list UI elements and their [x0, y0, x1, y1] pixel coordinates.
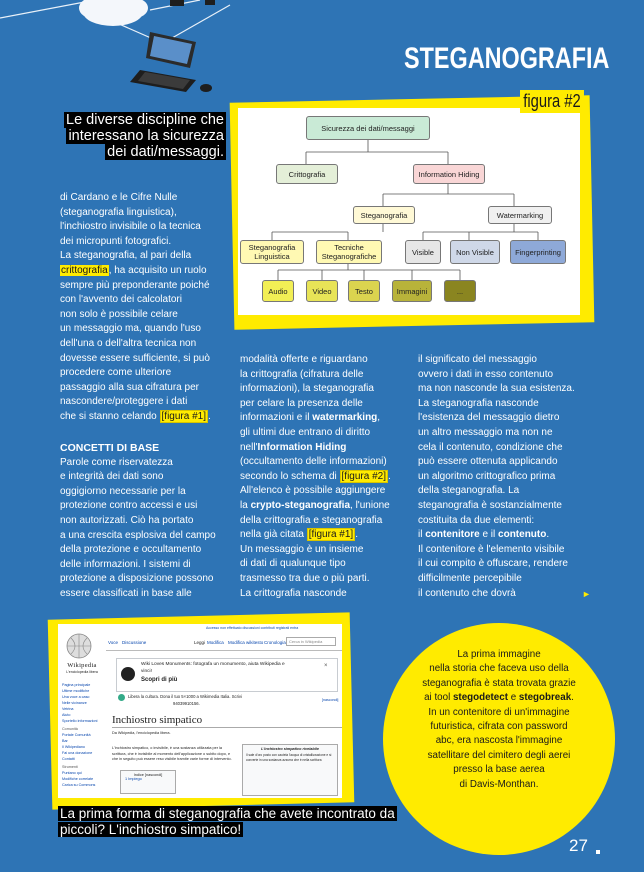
figure1-wikipedia-screenshot: Wikipedia L'enciclopedia libera Pagina principale Ultime modifiche Una voce a caso Nelle vicinanze Vetrina Aiuto Sportello informazioni Comunità Portale Comunità Bar Il Wikipediano Fai una donazione Contatti Strumenti Puntano qui Modifiche correlate Carica su Commons Accesso non effettuato discussioni contributi registrati entra Voce Discussione Leggi Modifica Modifica wikitesto Cronologia Cerca in Wikipedia Wiki Loves Monuments: fotografa un monumento, aiuta Wikipedia e vinci! Scopri di più × Libera la cultura. Dona il tuo 5×1000 a Wikimedia Italia. Scrivi 94039910156. [nascondi] Inchiostro simpatico Da Wikipedia, l'enciclopedia libera. L'inchiostro simpatico, o invisibile, è una sostanza utilizzata per la scrittura, che è invisibile al momento dell'applicazione o subito dopo, e che in seguito può essere reso visibile tramite varie forme di intervento. Indice [nascondi] 1 Impiego L'inchiostro simpatico rivelabile Il sale d'oro posto con cautela l'acqua di cristallizzazione e si converte in una sostanza azzurra che è nella scrittura	[58, 624, 342, 798]
node-video: Video	[306, 280, 338, 302]
sidebar-item[interactable]: Ultime modifiche	[62, 689, 90, 693]
node-crittografia: Crittografia	[276, 164, 338, 184]
article-title: Inchiostro simpatico	[112, 714, 203, 726]
highlight-crittografia: crittografia	[61, 264, 108, 276]
body-column-2: modalità offerte e riguardano la crittografia (cifratura delle informazioni), la steganografia per celare la presenza delle informazioni e il watermarking, gli ultimi due entrano di diritto nell'Information Hiding (occultamento delle informazioni) secondo lo schema di [figura #2] . All'elenco è possibile aggiungere la crypto-steganografia, l'unione della crittografia e steganografia nella già citata [figura #1] . Un messaggio è un insieme di dati di qualunque tipo trasmesso tra due o più parti. La crittografia nasconde	[240, 354, 391, 599]
wikipedia-logo-text: Wikipedia	[67, 662, 97, 669]
wlm-banner: Wiki Loves Monuments: fotografa un monumento, aiuta Wikipedia e vinci! Scopri di più ×	[116, 658, 338, 692]
figure-ref: [figura #1]	[308, 529, 354, 541]
monument-icon	[121, 667, 135, 681]
sidebar-item[interactable]: Modifiche correlate	[62, 777, 94, 781]
tab-cronologia[interactable]: Cronologia	[264, 640, 286, 645]
toc-item[interactable]: 1 Impiego	[125, 777, 142, 781]
node-visible: Visible	[405, 240, 441, 264]
node-audio: Audio	[262, 280, 294, 302]
infobox: L'inchiostro simpatico rivelabile Il sale d'oro posto con cautela l'acqua di cristallizzazione e si converte in una sostanza azzurra che è nella scrittura	[242, 744, 338, 796]
node-non-visible: Non Visible	[450, 240, 500, 264]
node-sicurezza: Sicurezza dei dati/messaggi	[306, 116, 430, 140]
sidebar-item[interactable]: Aiuto	[62, 713, 71, 717]
sidebar-item[interactable]: Fai una donazione	[62, 751, 93, 755]
sidebar-item[interactable]: Portale Comunità	[62, 733, 91, 737]
info-circle-text: La prima immagine nella storia che faceva uso della steganografia è stata trovata grazie ai tool stegodetect e stegobreak. In un contenitore di un'immagine futuristica, cifrata con password abc, era nascosta l'immagine satellitare del cimitero degli aerei presso la base aerea di Davis-Monthan.	[422, 649, 576, 790]
close-icon[interactable]: ×	[324, 663, 328, 669]
sidebar-item[interactable]: Contatti	[62, 757, 75, 761]
figure1-caption: La prima forma di steganografia che avete incontrato da piccoli? L'inchiostro simpatico!	[60, 806, 395, 837]
node-testo: Testo	[348, 280, 380, 302]
node-immagini: Immagini	[392, 280, 432, 302]
figure2-diagram	[238, 108, 580, 315]
sidebar-item[interactable]: Sportello informazioni	[62, 719, 98, 723]
figure2-caption: Le diverse discipline che interessano la sicurezza dei dati/messaggi.	[66, 112, 224, 160]
sidebar-item[interactable]: Nelle vicinanze	[62, 701, 87, 705]
section-concetti: CONCETTI DI BASE Parole come riservatezza e integrità dei dati sono oggigiorno necessarie per la protezione contro accessi e usi non autorizzati. Ciò ha portato a una crescita esplosiva del campo della protezione e occultamento delle informazioni. I sistemi di protezione a disposizione possono essere classificati in base alle	[60, 441, 235, 602]
page-title: STEGANOGRAFIA	[404, 42, 610, 75]
tab-discussione[interactable]: Discussione	[122, 640, 147, 645]
wikimedia-icon	[118, 694, 125, 701]
computer-icon	[130, 32, 212, 92]
tab-wikitesto[interactable]: Modifica wikitesto	[228, 640, 264, 645]
wikipedia-globe-icon	[62, 632, 100, 662]
node-fingerprinting: Fingerprinting	[510, 240, 566, 264]
continue-arrow-icon: ►	[582, 589, 591, 599]
banner-more-link[interactable]: Scopri di più	[141, 677, 178, 683]
node-watermarking: Watermarking	[488, 206, 552, 224]
node-steganografia: Steganografia	[353, 206, 415, 224]
sidebar-item[interactable]: Il Wikipediano	[62, 745, 85, 749]
node-stego-linguistica: Steganografia Linguistica	[240, 240, 304, 264]
node-information-hiding: Information Hiding	[413, 164, 485, 184]
sidebar-item[interactable]: Vetrina	[62, 707, 74, 711]
figure-ref: [figura #1]	[161, 410, 206, 422]
sidebar-item[interactable]: Bar	[62, 739, 68, 743]
node-ellipsis: ...	[444, 280, 476, 302]
hide-link[interactable]: [nascondi]	[322, 698, 339, 702]
node-tecniche: Tecniche Steganografiche	[316, 240, 382, 264]
tab-modifica[interactable]: Modifica	[207, 640, 224, 645]
page-marker	[596, 850, 600, 854]
tab-leggi[interactable]: Leggi	[194, 640, 206, 645]
toc-box: Indice [nascondi] 1 Impiego	[120, 770, 176, 794]
figure2-label: figura #2	[520, 90, 584, 113]
sidebar-item[interactable]: Puntano qui	[62, 771, 82, 775]
search-input[interactable]: Cerca in Wikipedia	[286, 637, 336, 646]
network-illustration	[0, 0, 250, 95]
body-column-3: il significato del messaggio ovvero i dati in esso contenuto ma non nasconde la sua esistenza. La steganografia nasconde l'esistenza del messaggio dietro un altro messaggio ma non ne cela il contenuto, condizione che può essere ottenuta applicando un algoritmo crittografico prima della steganografia. La steganografia è sostanzialmente costituita da due elementi: il contenitore e il contenuto. Il contenitore è l'elemento visibile il cui compito è offuscare, rendere difficilmente percepibile il contenuto che dovrà	[418, 354, 575, 599]
page-number: 27	[569, 836, 588, 855]
cloud-icon	[79, 0, 148, 26]
wiki-sidebar: Pagina principale Ultime modifiche Una voce a caso Nelle vicinanze Vetrina Aiuto Sportello informazioni Comunità Portale Comunità Bar Il Wikipediano Fai una donazione Contatti Strumenti Puntano qui Modifiche correlate Carica su Commons	[62, 682, 106, 788]
section-heading: CONCETTI DI BASE	[60, 442, 160, 454]
sidebar-item[interactable]: Una voce a caso	[62, 695, 90, 699]
sidebar-item[interactable]: Pagina principale	[62, 683, 91, 687]
tab-voce[interactable]: Voce	[108, 640, 119, 645]
sidebar-item[interactable]: Carica su Commons	[62, 783, 96, 787]
figure-ref: [figura #2]	[341, 470, 386, 482]
body-column-1: di Cardano e le Cifre Nulle (steganografia linguistica), l'inchiostro invisibile o la tecnica dei micropunti fotografici. La steganografia, al pari della crittografia, ha acquisito un ruolo sempre più preponderante poiché con l'avvento dei calcolatori non solo è possibile celare un messaggio ma, quando l'uso dell'una o dell'altra tecnica non dovesse essere sufficiente, si può procedere come ulteriore passaggio alla sua cifratura per nascondere/proteggere i dati che si stanno celando [figura #1] .	[60, 192, 211, 422]
